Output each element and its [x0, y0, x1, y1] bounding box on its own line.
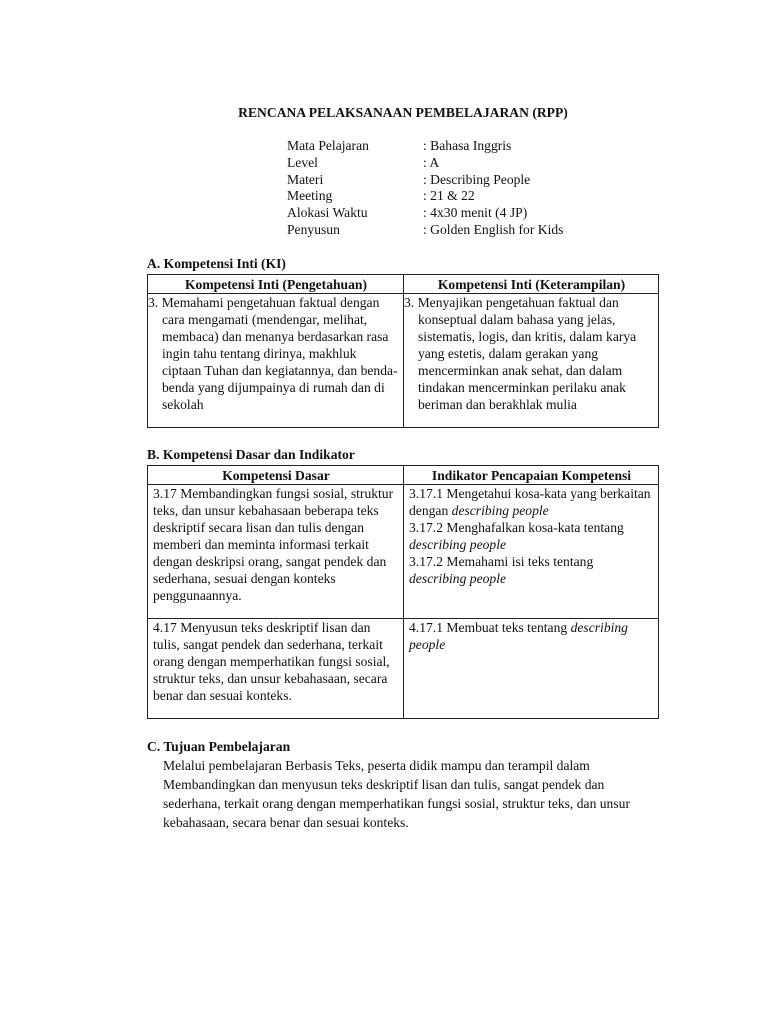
table-row	[148, 485, 659, 619]
meta-row-level	[287, 154, 563, 171]
table-row	[148, 619, 659, 719]
document-title: RENCANA PELAKSANAAN PEMBELAJARAN (RPP)	[238, 105, 568, 120]
table-cell: 4.17 Menyusun teks deskriptif lisan dan tulis, sangat pendek dan sederhana, terkait orang dengan memperhatikan fungsi sosial, struktur teks, dan unsur kebahasaan, secara benar dan sesuai konteks.	[148, 619, 404, 719]
table-cell	[404, 619, 659, 719]
table-header-row	[148, 275, 659, 294]
meta-label: Level	[287, 154, 318, 170]
indicator-text: 3.17.1 Mengetahui kosa-kata yang berkaitan dengan	[409, 486, 651, 518]
meta-row-subject	[287, 137, 563, 154]
meta-row-author	[287, 221, 563, 238]
section-a-heading: A. Kompetensi Inti (KI)	[147, 256, 286, 271]
meta-row-material	[287, 171, 563, 188]
meta-value: : Bahasa Inggris	[423, 138, 512, 153]
meta-value: : Describing People	[423, 171, 531, 187]
indicator-item	[409, 519, 654, 553]
indicator-text: 4.17.1 Membuat teks tentang	[409, 620, 571, 635]
indicator-text: 3.17.2 Memahami isi teks tentang	[409, 554, 594, 569]
meta-label: Alokasi Waktu	[287, 205, 368, 221]
table-cell: 3.17 Membandingkan fungsi sosial, struktur teks, dan unsur kebahasaan beberapa teks deskriptif secara lisan dan tulis dengan memberi dan meminta informasi terkait dengan deskripsi orang, sangat pendek dan sederhana, sesuai dengan konteks penggunaannya.	[148, 485, 404, 619]
meta-label: Penyusun	[287, 221, 340, 237]
table-header-row	[148, 466, 659, 485]
table-header-cell: Kompetensi Inti (Keterampilan)	[404, 275, 659, 294]
meta-label: Mata Pelajaran	[287, 138, 369, 153]
indicator-italic: describing people	[451, 503, 549, 518]
indicator-italic: describing people	[409, 620, 628, 652]
table-header-cell: Kompetensi Inti (Pengetahuan)	[148, 275, 404, 294]
meta-value: : A	[423, 154, 440, 170]
indicator-item	[409, 553, 654, 587]
meta-row-time	[287, 204, 563, 221]
meta-row-meeting	[287, 187, 563, 204]
meta-label: Materi	[287, 171, 324, 187]
learning-objective-paragraph: Melalui pembelajaran Berbasis Teks, peserta didik mampu dan terampil dalam Membandingkan dan menyusun teks deskriptif lisan dan tulis, sangat pendek dan sederhana, terkait orang dengan memperhatikan fungsi sosial, struktur teks, dan unsur kebahasaan, secara benar dan sesuai konteks.	[163, 758, 630, 830]
table-cell: 3. Memahami pengetahuan faktual dengan cara mengamati (mendengar, melihat, membaca) dan menanya berdasarkan rasa ingin tahu tentang dirinya, makhluk ciptaan Tuhan dan kegiatannya, dan benda-benda yang dijumpainya di rumah dan di sekolah	[148, 294, 404, 428]
section-b-heading: B. Kompetensi Dasar dan Indikator	[147, 447, 355, 462]
meta-value: : Golden English for Kids	[423, 221, 564, 237]
indicator-italic: describing people	[409, 537, 507, 552]
meta-value: : 21 & 22	[423, 188, 475, 204]
indicator-italic: describing people	[409, 571, 507, 586]
meta-block	[287, 137, 563, 238]
indicator-text: 3.17.2 Menghafalkan kosa-kata tentang	[409, 520, 624, 535]
indicator-item	[409, 619, 654, 653]
table-row	[148, 294, 659, 428]
table-cell: 3. Menyajikan pengetahuan faktual dan konseptual dalam bahasa yang jelas, sistematis, logis, dan kritis, dalam karya yang estetis, dalam gerakan yang mencerminkan anak sehat, dan dalam tindakan mencerminkan perilaku anak beriman dan berakhlak mulia	[404, 294, 659, 428]
kompetensi-inti-table	[147, 274, 659, 428]
indicator-item	[409, 485, 654, 519]
table-header-cell: Indikator Pencapaian Kompetensi	[404, 466, 659, 485]
table-header-cell: Kompetensi Dasar	[148, 466, 404, 485]
section-c-heading: C. Tujuan Pembelajaran	[147, 739, 291, 754]
meta-value: : 4x30 menit (4 JP)	[423, 205, 528, 221]
meta-label: Meeting	[287, 188, 333, 204]
kompetensi-dasar-table	[147, 465, 659, 719]
table-cell	[404, 485, 659, 619]
